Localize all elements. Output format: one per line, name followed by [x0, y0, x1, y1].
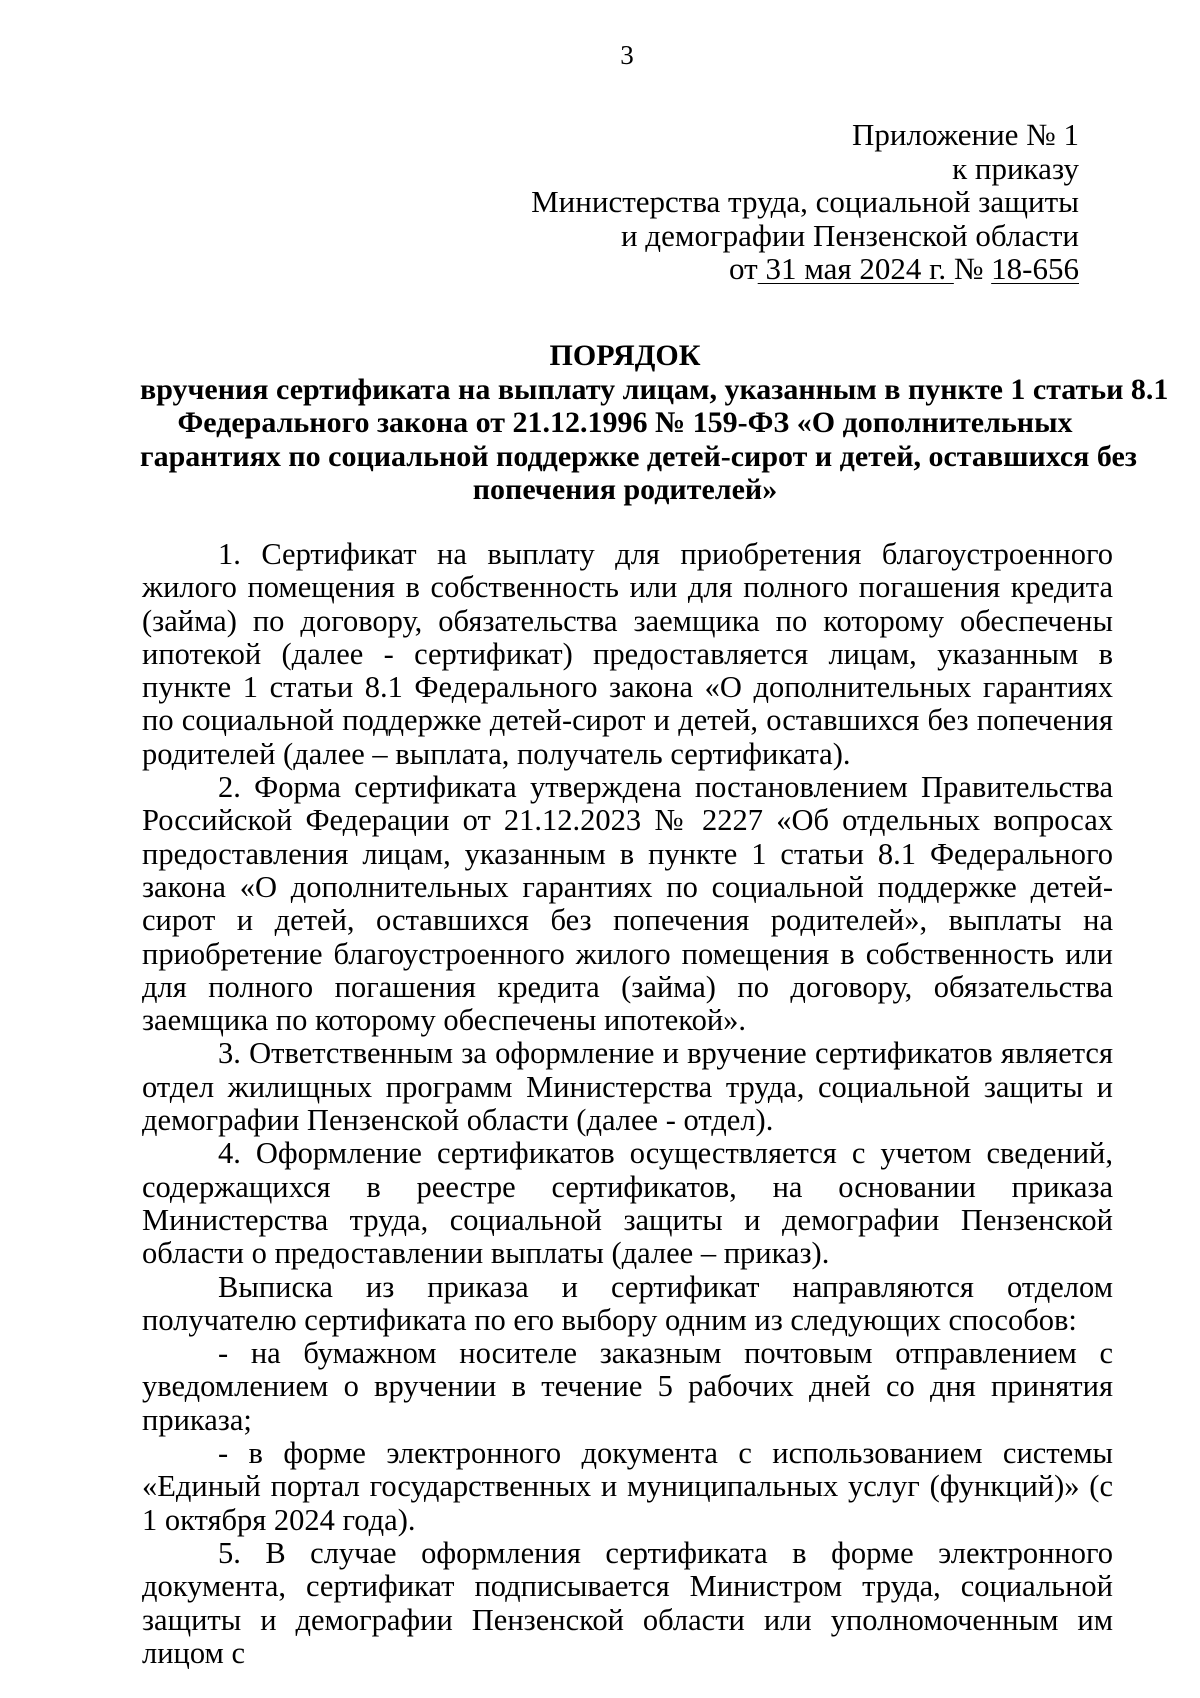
paragraph-3: 3. Ответственным за оформление и вручение сертификатов является отдел жилищных программ Министерства труда, социальной защиты и демографии Пензенской области (далее - отдел). [142, 1036, 1113, 1138]
document-title [140, 339, 1169, 507]
appendix-header [531, 118, 1079, 286]
appendix-date-line [531, 252, 1079, 286]
appendix-order-ref: к приказу [952, 150, 1079, 186]
paragraph-1: 1. Сертификат на выплату для приобретения благоустроенного жилого помещения в собственность или для полного погашения кредита (займа) по договору, обязательства заемщика по которому обеспечены ипотекой (далее - сертификат) предоставляется лицам, указанным в пункте 1 статьи 8.1 Федерального закона «О дополнительных гарантиях по социальной поддержке детей-сирот и детей, оставшихся без попечения родителей (далее – выплата, получатель сертификата). [142, 537, 1113, 771]
paragraph-4: 4. Оформление сертификатов осуществляется с учетом сведений, содержащихся в реестре сертификатов, на основании приказа Министерства труда, социальной защиты и демографии Пензенской области о предоставлении выплаты (далее – приказ). [142, 1136, 1113, 1271]
appendix-region: и демографии Пензенской области [620, 217, 1079, 253]
appendix-date-prefix: от [729, 251, 758, 286]
title-line: Федерального закона от 21.12.1996 № 159-ФЗ «О дополнительных [177, 406, 1073, 439]
paragraph-delivery: Выписка из приказа и сертификат направляются отделом получателю сертификата по его выбору одним из следующих способов: [142, 1269, 1113, 1337]
page-number: 3 [620, 40, 634, 70]
document-body [142, 538, 1113, 1670]
appendix-ministry: Министерства труда, социальной защиты [531, 184, 1079, 219]
title-line: попечения родителей» [472, 473, 778, 506]
paragraph-2: 2. Форма сертификата утверждена постановлением Правительства Российской Федерации от 21.12.2023 № 2227 «Об отдельных вопросах предоставления лицам, указанным в пункте 1 статьи 8.1 Федерального закона «О дополнительных гарантиях по социальной поддержке детей-сирот и детей, оставшихся без попечения родителей», выплаты на приобретение благоустроенного жилого помещения в собственность или для полного погашения кредита (займа) по договору, обязательства заемщика по которому обеспечены ипотекой». [142, 770, 1113, 1038]
paragraph-delivery-paper: - на бумажном носителе заказным почтовым отправлением с уведомлением о вручении в течение 5 рабочих дней со дня принятия приказа; [142, 1336, 1113, 1437]
appendix-title: Приложение № 1 [852, 117, 1079, 152]
paragraph-delivery-electronic: - в форме электронного документа с использованием системы «Единый портал государственных и муниципальных услуг (функций)» (с 1 октября 2024 года). [142, 1436, 1113, 1537]
title-line: вручения сертификата на выплату лицам, указанным в пункте 1 статьи 8.1 [140, 372, 1169, 406]
title-line: гарантиях по социальной поддержке детей-сирот и детей, оставшихся без [140, 439, 1137, 473]
title-heading: ПОРЯДОК [549, 339, 701, 372]
appendix-date: 31 мая 2024 г. [757, 251, 954, 286]
appendix-number: 18-656 [991, 251, 1079, 286]
appendix-number-sign: № [953, 251, 992, 286]
paragraph-5: 5. В случае оформления сертификата в форме электронного документа, сертификат подписывается Министром труда, социальной защиты и демографии Пензенской области или уполномоченным им лицом с [142, 1535, 1113, 1670]
